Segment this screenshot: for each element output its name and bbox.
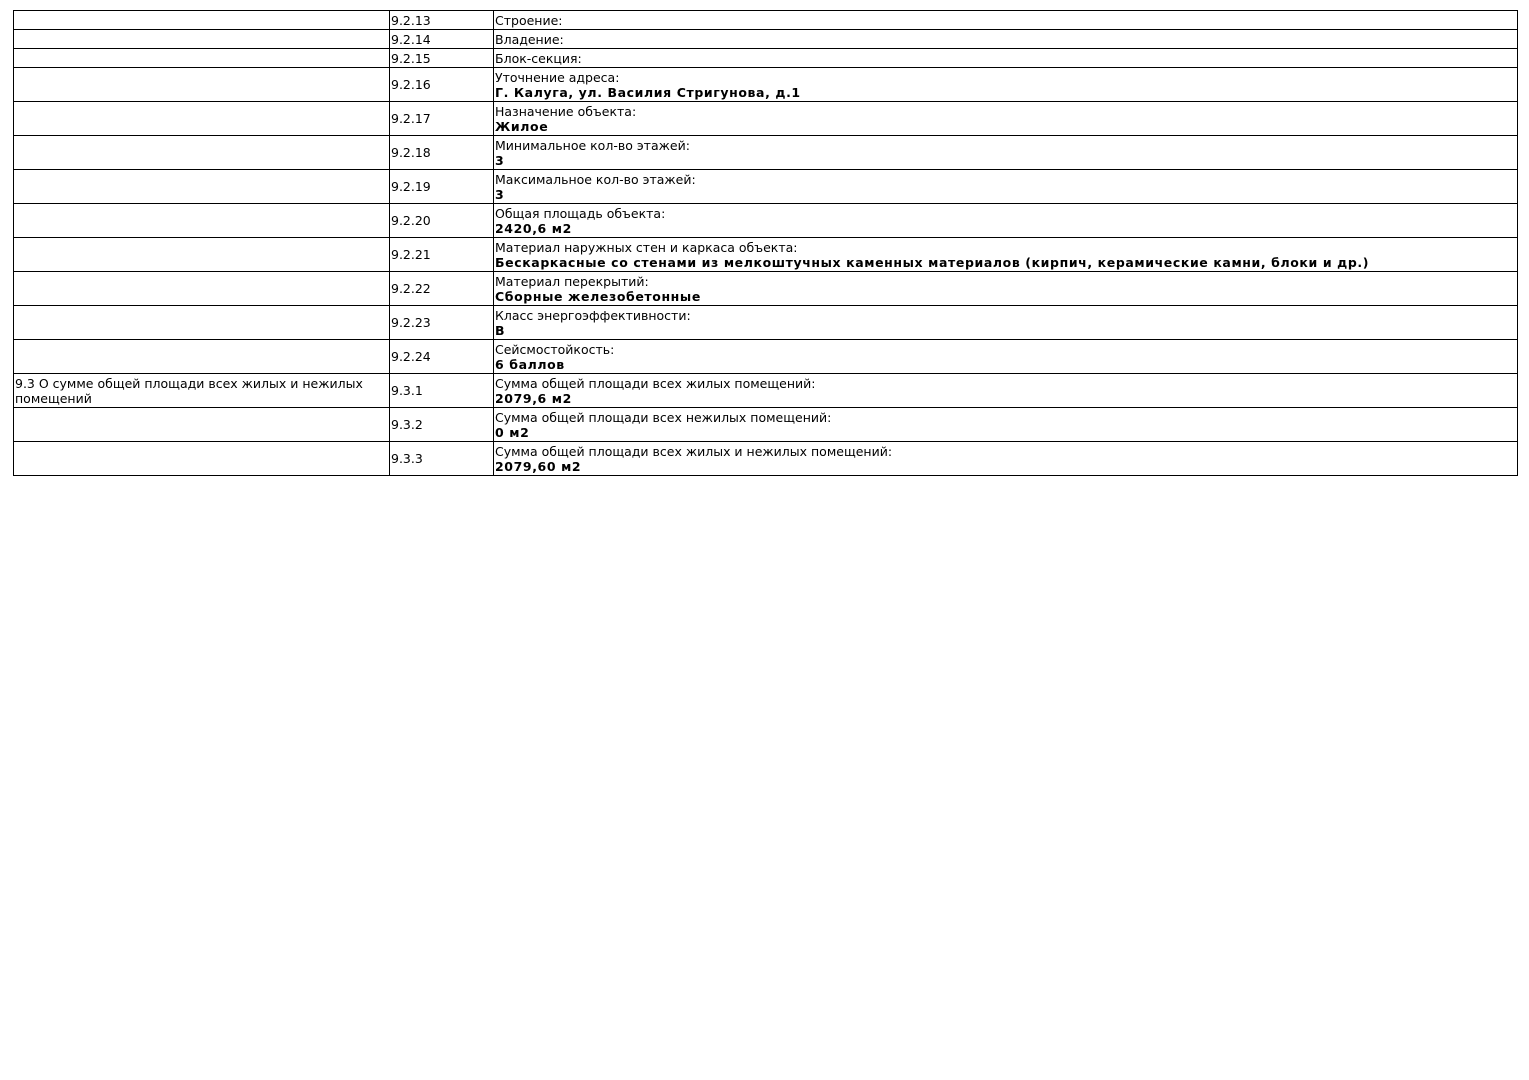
item-code-cell: 9.2.20: [390, 204, 494, 238]
item-code-cell: 9.2.16: [390, 68, 494, 102]
item-content-cell: [494, 136, 1518, 170]
item-value: 2079,60 м2: [495, 458, 582, 474]
item-value: Сборные железобетонные: [495, 288, 701, 304]
declaration-table: [13, 10, 1518, 476]
item-label: Максимальное кол-во этажей:: [495, 171, 696, 187]
item-content-cell: [494, 306, 1518, 340]
item-code-cell: 9.2.19: [390, 170, 494, 204]
item-value: Жилое: [495, 118, 549, 134]
item-value: 0 м2: [495, 424, 530, 440]
item-code-cell: 9.3.2: [390, 408, 494, 442]
section-cell: [14, 442, 390, 476]
item-value: B: [495, 322, 506, 338]
item-value: 6 баллов: [495, 356, 565, 372]
section-cell: 9.3 О сумме общей площади всех жилых и нежилых помещений: [14, 374, 390, 408]
item-code-cell: 9.3.3: [390, 442, 494, 476]
item-label: Материал перекрытий:: [495, 273, 649, 289]
item-label: Назначение объекта:: [495, 103, 637, 119]
item-label: Блок-секция:: [495, 50, 582, 66]
section-cell: [14, 272, 390, 306]
table-row: [14, 408, 1518, 442]
item-value: Бескаркасные со стенами из мелкоштучных каменных материалов (кирпич, керамические камни, блоки и др.): [495, 254, 1370, 270]
item-code-cell: 9.3.1: [390, 374, 494, 408]
table-row: [14, 136, 1518, 170]
table-row: [14, 30, 1518, 49]
item-label: Сейсмостойкость:: [495, 341, 615, 357]
item-code-cell: 9.2.23: [390, 306, 494, 340]
item-label: Общая площадь объекта:: [495, 205, 666, 221]
section-cell: [14, 306, 390, 340]
item-code-cell: 9.2.24: [390, 340, 494, 374]
item-label: Класс энергоэффективности:: [495, 307, 691, 323]
item-content-cell: [494, 204, 1518, 238]
table-row: [14, 374, 1518, 408]
item-value: 2420,6 м2: [495, 220, 572, 236]
item-content-cell: [494, 11, 1518, 30]
item-value: Г. Калуга, ул. Василия Стригунова, д.1: [495, 84, 801, 100]
section-cell: [14, 68, 390, 102]
item-code-cell: 9.2.17: [390, 102, 494, 136]
item-value: 3: [495, 152, 505, 168]
item-label: Сумма общей площади всех жилых и нежилых помещений:: [495, 443, 893, 459]
item-label: Сумма общей площади всех нежилых помещений:: [495, 409, 832, 425]
table-row: [14, 340, 1518, 374]
item-code-cell: 9.2.15: [390, 49, 494, 68]
item-content-cell: [494, 272, 1518, 306]
item-content-cell: [494, 442, 1518, 476]
item-label: Сумма общей площади всех жилых помещений:: [495, 375, 816, 391]
table-row: [14, 442, 1518, 476]
table-row: [14, 238, 1518, 272]
item-label: Материал наружных стен и каркаса объекта:: [495, 239, 798, 255]
item-content-cell: [494, 170, 1518, 204]
item-content-cell: [494, 340, 1518, 374]
item-label: Владение:: [495, 31, 564, 47]
section-cell: [14, 170, 390, 204]
table-row: [14, 170, 1518, 204]
item-label: Строение:: [495, 12, 563, 28]
item-content-cell: [494, 102, 1518, 136]
item-content-cell: [494, 30, 1518, 49]
section-cell: [14, 340, 390, 374]
item-label: Минимальное кол-во этажей:: [495, 137, 690, 153]
item-value: 2079,6 м2: [495, 390, 572, 406]
section-cell: [14, 136, 390, 170]
item-code-cell: 9.2.21: [390, 238, 494, 272]
item-content-cell: [494, 68, 1518, 102]
section-cell: [14, 408, 390, 442]
item-code-cell: 9.2.22: [390, 272, 494, 306]
section-cell: [14, 238, 390, 272]
section-cell: [14, 204, 390, 238]
item-content-cell: [494, 408, 1518, 442]
item-content-cell: [494, 49, 1518, 68]
table-row: [14, 11, 1518, 30]
table-row: [14, 204, 1518, 238]
table-row: [14, 306, 1518, 340]
item-content-cell: [494, 374, 1518, 408]
section-cell: [14, 49, 390, 68]
section-cell: [14, 102, 390, 136]
item-code-cell: 9.2.18: [390, 136, 494, 170]
item-code-cell: 9.2.13: [390, 11, 494, 30]
section-cell: [14, 11, 390, 30]
table-row: [14, 68, 1518, 102]
item-label: Уточнение адреса:: [495, 69, 620, 85]
item-value: 3: [495, 186, 505, 202]
table-row: [14, 272, 1518, 306]
table-row: [14, 49, 1518, 68]
item-code-cell: 9.2.14: [390, 30, 494, 49]
item-content-cell: [494, 238, 1518, 272]
section-cell: [14, 30, 390, 49]
table-row: [14, 102, 1518, 136]
